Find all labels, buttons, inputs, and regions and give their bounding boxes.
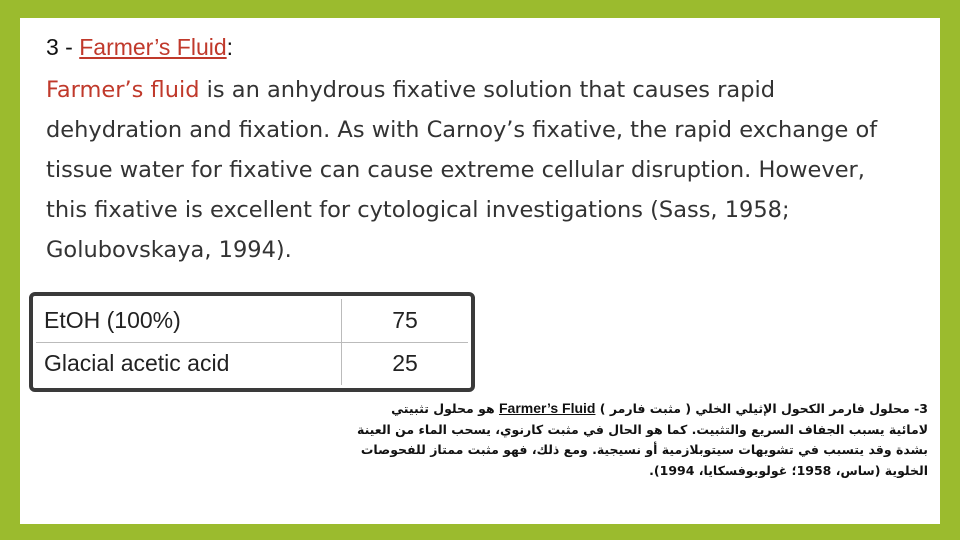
heading-prefix: 3 - xyxy=(46,34,80,60)
arabic-fluid-name: Farmer’s Fluid xyxy=(498,400,596,416)
recipe-table-frame xyxy=(29,292,475,392)
heading-suffix: : xyxy=(226,34,234,60)
slide-heading xyxy=(46,34,233,61)
arabic-rest: هو محلول تثبيتي لامائية يسبب الجفاف السريع والتثبيت. كما هو الحال في مثبت كارنوي، يسحب الماء من العينة بشدة وقد يتسبب في تشويهات سيتوبلازمية أو نسيجية. ومع ذلك، فهو مثبت ممتاز للفحوصات الخلوية (ساس، 1958؛ غولوبوفسكايا، 1994). xyxy=(356,401,928,478)
description-lead-term: Farmer’s fluid xyxy=(46,77,200,103)
reagent-amount: 25 xyxy=(342,342,469,385)
table-row xyxy=(36,342,468,385)
table-row xyxy=(36,299,468,342)
reagent-name: EtOH (100%) xyxy=(36,299,342,342)
arabic-start: 3- محلول فارمر الكحول الإثيلي الخلي ( مثبت فارمر ) xyxy=(595,401,928,416)
description-text: is an anhydrous fixative solution that causes rapid dehydration and fixation. As with Carnoy’s fixative, the rapid exchange of tissue water for fixative can cause extreme cellular disruption. However, this fixative is excellent for cytological investigations (Sass, 1958; Golubovskaya, 1994). xyxy=(46,77,878,263)
arabic-translation xyxy=(350,398,928,481)
reagent-amount: 75 xyxy=(342,299,469,342)
description-paragraph xyxy=(46,70,906,270)
slide xyxy=(20,18,940,524)
reagent-name: Glacial acetic acid xyxy=(44,350,230,377)
recipe-table xyxy=(36,299,468,385)
heading-fluid-name: Farmer’s Fluid xyxy=(79,34,227,60)
